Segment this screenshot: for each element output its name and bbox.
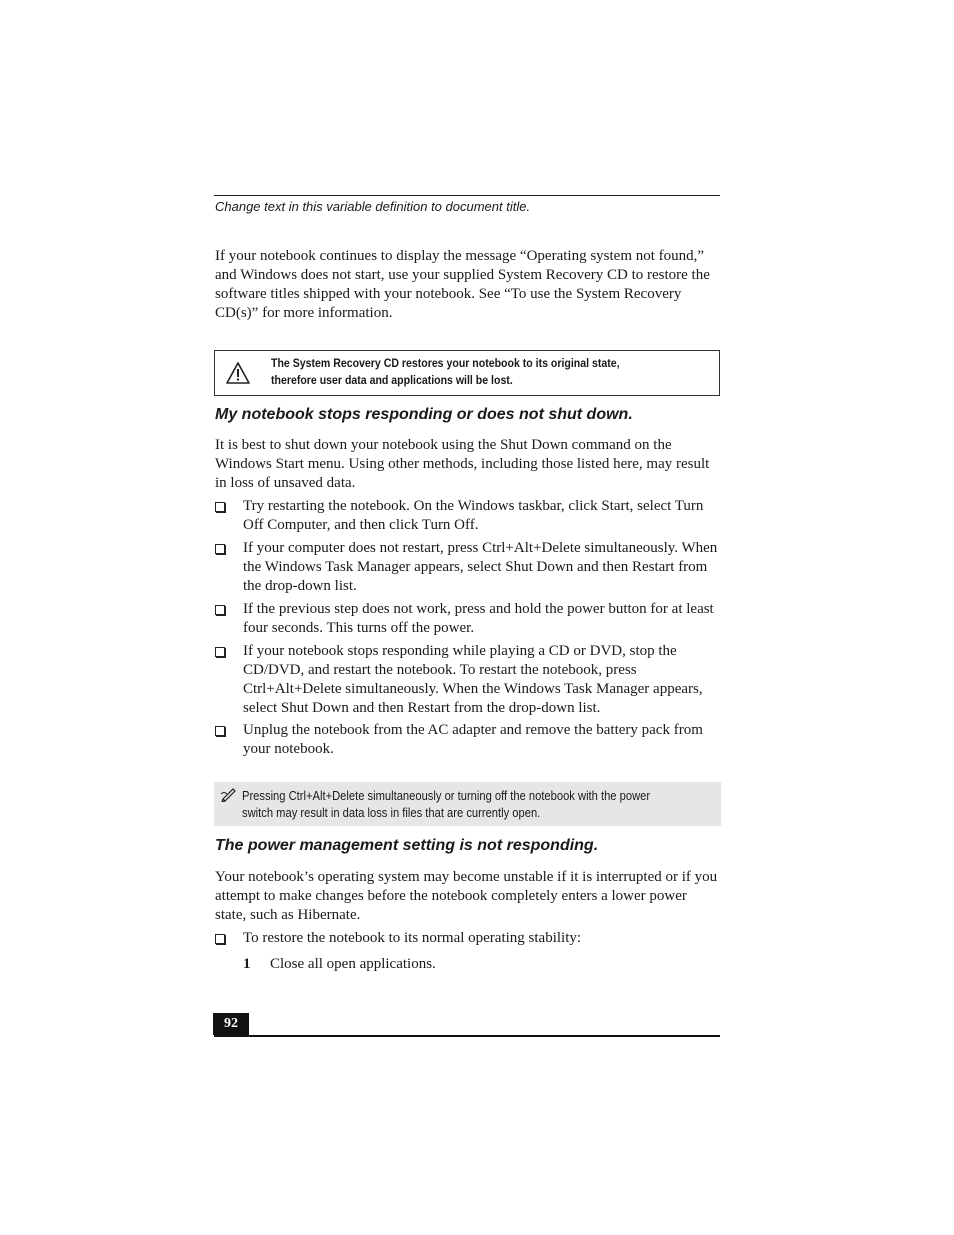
list-item-text: If the previous step does not work, press and hold the power button for at least four seconds. This turns off the power.	[243, 601, 714, 636]
checkbox-bullet-icon	[215, 647, 225, 657]
list-item-text: To restore the notebook to its normal operating stability:	[243, 930, 582, 946]
section-heading-not-responding: My notebook stops responding or does not shut down.	[215, 406, 633, 423]
checkbox-bullet-icon	[215, 726, 225, 736]
header-rule	[214, 195, 720, 196]
caution-text	[271, 355, 711, 389]
caution-line-2: therefore user data and applications will be lost.	[271, 373, 513, 387]
note-line-2: switch may result in data loss in files that are currently open.	[242, 805, 541, 820]
note-text	[242, 787, 724, 821]
note-line-1: Pressing Ctrl+Alt+Delete simultaneously or turning off the notebook with the power	[242, 788, 651, 803]
list-item-text: If your notebook stops responding while playing a CD or DVD, stop the CD/DVD, and restart the notebook. To restart the notebook, press Ctrl+Alt+Delete simultaneously. When the Windows Task Manager appears, select Shut Down and then Restart from the drop-down list.	[243, 643, 703, 716]
note-box	[214, 782, 721, 826]
list-item-text: Unplug the notebook from the AC adapter and remove the battery pack from your notebook.	[243, 722, 703, 757]
list-item-text: If your computer does not restart, press Ctrl+Alt+Delete simultaneously. When the Windows Task Manager appears, select Shut Down and then Restart from the drop-down list.	[243, 540, 718, 594]
page-number: 92	[213, 1013, 249, 1035]
section1-paragraph: It is best to shut down your notebook using the Shut Down command on the Windows Start menu. Using other methods, including those listed here, may result in loss of unsaved data.	[215, 437, 710, 491]
section2-paragraph: Your notebook’s operating system may become unstable if it is interrupted or if you attempt to make changes before the notebook completely enters a lower power state, such as Hibernate.	[215, 869, 718, 923]
intro-paragraph: If your notebook continues to display the message “Operating system not found,” and Windows does not start, use your supplied System Recovery CD to restore the software titles shipped with your notebook. See “To use the System Recovery CD(s)” for more information.	[215, 248, 710, 321]
list-item-text: Try restarting the notebook. On the Windows taskbar, click Start, select Turn Off Computer, and then click Turn Off.	[243, 498, 704, 533]
step-number: 1	[243, 956, 251, 972]
checkbox-bullet-icon	[215, 544, 225, 554]
checkbox-bullet-icon	[215, 934, 225, 944]
warning-triangle-icon	[225, 361, 251, 385]
caution-box	[214, 350, 720, 396]
pencil-note-icon	[220, 786, 238, 802]
caution-line-1: The System Recovery CD restores your notebook to its original state,	[271, 356, 620, 370]
section-heading-power-management: The power management setting is not responding.	[215, 837, 599, 854]
checkbox-bullet-icon	[215, 605, 225, 615]
running-title: Change text in this variable definition to document title.	[215, 199, 531, 214]
step-text: Close all open applications.	[270, 956, 436, 972]
footer-rule	[214, 1035, 720, 1037]
checkbox-bullet-icon	[215, 502, 225, 512]
